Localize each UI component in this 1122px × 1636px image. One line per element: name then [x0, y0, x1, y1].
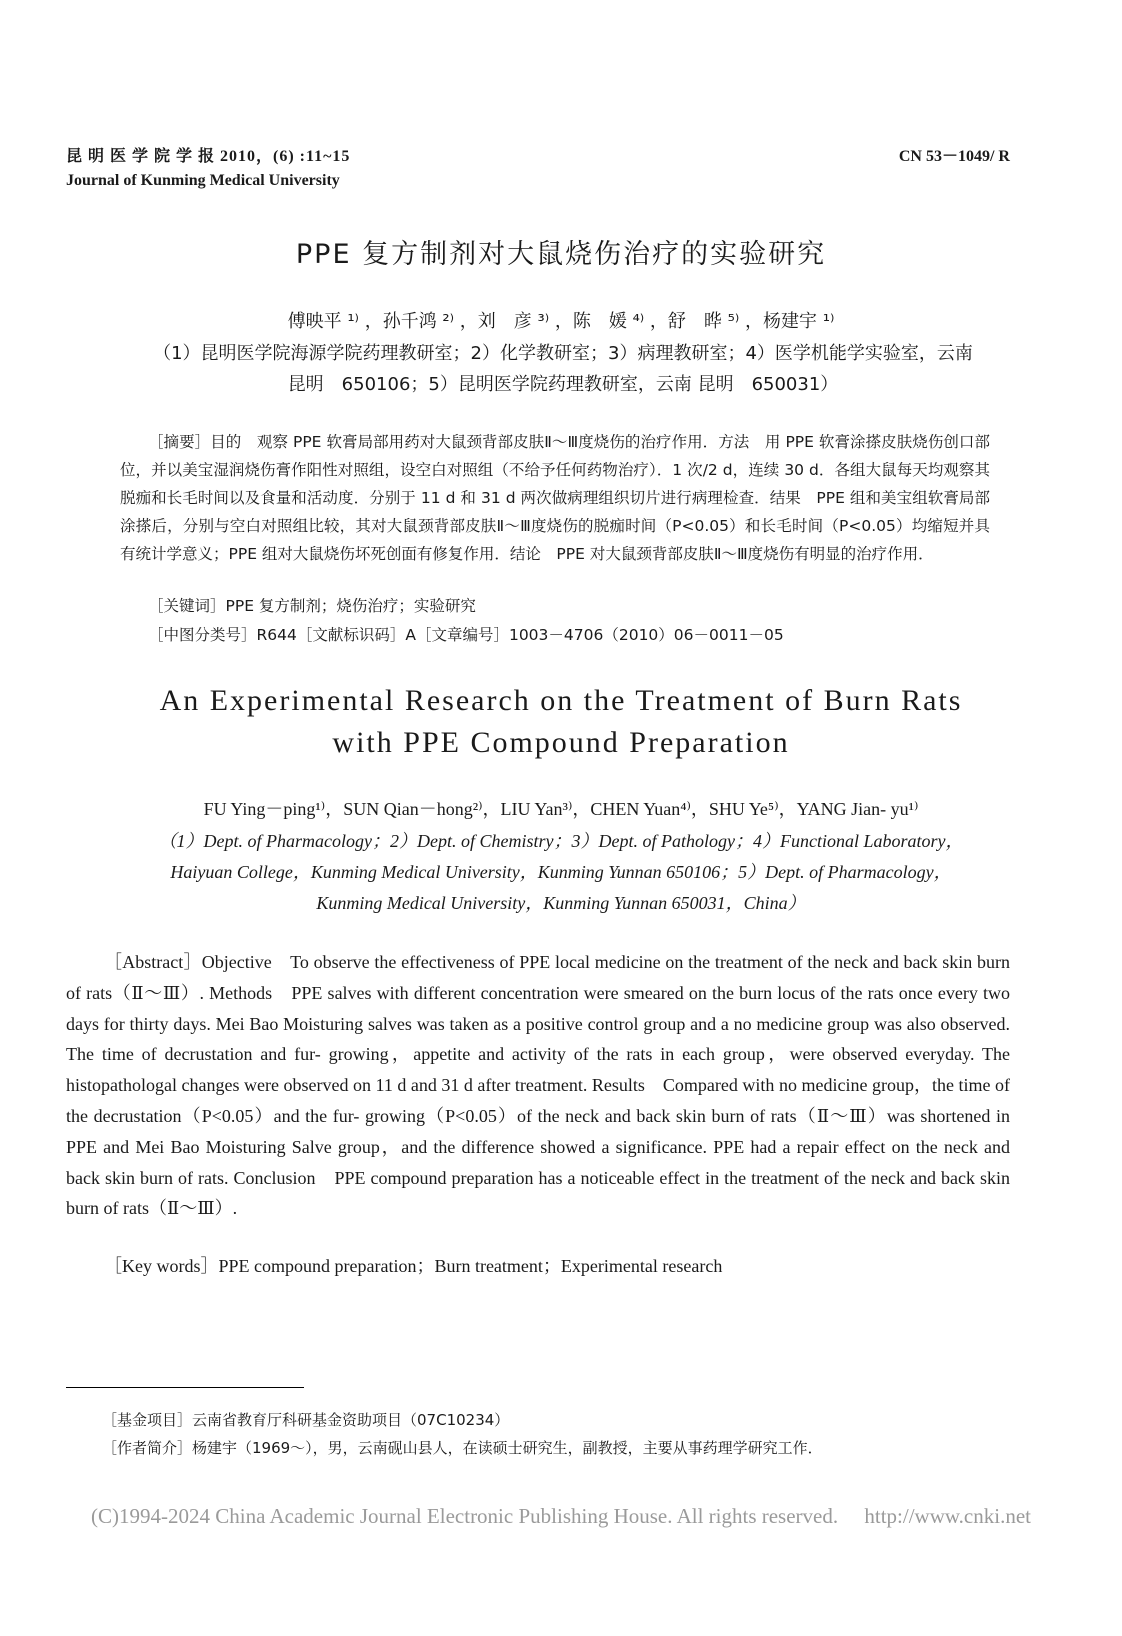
footnote-author-bio: ［作者简介］杨建宇（1969～），男，云南砚山县人，在读硕士研究生，副教授，主要从事药理学研究工作．: [102, 1439, 823, 1457]
cn-keywords: ［关键词］PPE 复方制剂；烧伤治疗；实验研究: [148, 597, 476, 615]
footnote-fund: ［基金项目］云南省教育厅科研基金资助项目（07C10234）: [102, 1411, 510, 1429]
en-affiliation-line: Kunming Medical University，Kunming Yunnan 650031，China）: [316, 893, 806, 913]
copyright-watermark: (C)1994-2024 China Academic Journal Electronic Publishing House. All rights reserved. http://www.cnki.net: [91, 1504, 1031, 1528]
en-affiliations: [60, 826, 1062, 919]
cn-authors: 傅映平 ¹⁾ ，孙千鸿 ²⁾ ，刘 彦 ³⁾ ，陈 媛 ⁴⁾ ，舒 晔 ⁵⁾ ，杨建宇 ¹⁾: [287, 311, 835, 332]
cn-title: PPE 复方制剂对大鼠烧伤治疗的实验研究: [295, 239, 827, 270]
journal-citation-cn: 昆 明 医 学 院 学 报 2010，(6) :11~15: [66, 148, 351, 165]
en-keywords: ［Key words］PPE compound preparation；Burn treatment；Experimental research: [104, 1256, 723, 1276]
journal-name-en: Journal of Kunming Medical University: [66, 172, 340, 189]
cn-abstract: [120, 428, 990, 568]
cn-affiliation-line: （1）昆明医学院海源学院药理教研室；2）化学教研室；3）病理教研室；4）医学机能学实验室，云南: [153, 343, 973, 364]
cn-affiliation-line: 昆明 650106；5）昆明医学院药理教研室，云南 昆明 650031）: [287, 374, 839, 395]
en-title: [0, 680, 1122, 764]
cn-abstract-text: ［摘要］目的 观察 PPE 软膏局部用药对大鼠颈背部皮肤Ⅱ～Ⅲ度烧伤的治疗作用．方法 用 PPE 软膏涂搽皮肤烧伤创口部位，并以美宝湿润烧伤膏作阳性对照组，设空白对照组（不给予任何药物治疗）．1 次/2 d，连续 30 d．各组大鼠每天均观察其脱痂和长毛时间以及食量和活动度．分别于 11 d 和 31 d 两次做病理组织切片进行病理检查．结果 PPE 组和美宝组软膏局部涂搽后，分别与空白对照组比较，其对大鼠颈背部皮肤Ⅱ～Ⅲ度烧伤的脱痂时间（P<0.05）和长毛时间（P<0.05）均缩短并具有统计学意义；PPE 组对大鼠烧伤坏死创面有修复作用．结论 PPE 对大鼠颈背部皮肤Ⅱ～Ⅲ度烧伤有明显的治疗作用．: [120, 433, 990, 563]
en-authors: FU Ying－ping¹⁾，SUN Qian－hong²⁾，LIU Yan³⁾，CHEN Yuan⁴⁾，SHU Ye⁵⁾，YANG Jian- yu¹⁾: [203, 799, 919, 819]
en-abstract-text: ［Abstract］Objective To observe the effectiveness of PPE local medicine on the treatment of the neck and back skin burn of rats（Ⅱ～Ⅲ）. Methods PPE salves with different concentration were smeared on the burn locus of the rats once every two days for thirty days. Mei Bao Moisturing salves was taken as a positive control group and a no medicine group was also observed. The time of decrustation and fur- growing，appetite and activity of the rats in each group，were observed everyday. The histopathologal changes were observed on 11 d and 31 d after treatment. Results Compared with no medicine group，the time of the decrustation（P<0.05）and the fur- growing（P<0.05）of the neck and back skin burn of rats（Ⅱ～Ⅲ）was shortened in PPE and Mei Bao Moisturing Salve group，and the difference showed a significance. PPE had a repair effect on the neck and back skin burn of rats. Conclusion PPE compound preparation has a noticeable effect in the treatment of the neck and back skin burn of rats（Ⅱ～Ⅲ）.: [66, 952, 1010, 1219]
en-affiliation-line: （1）Dept. of Pharmacology；2）Dept. of Chemistry；3）Dept. of Pathology；4）Functional Laboratory，: [158, 831, 964, 851]
cn-affiliations: [68, 338, 1058, 400]
en-abstract: [66, 947, 1010, 1224]
cn-number: CN 53－1049/ R: [898, 148, 1010, 165]
en-title-line: An Experimental Research on the Treatment of Burn Rats: [159, 684, 963, 717]
footnote-divider: [66, 1387, 304, 1388]
en-affiliation-line: Haiyuan College，Kunming Medical University，Kunming Yunnan 650106；5）Dept. of Pharmacology，: [170, 862, 952, 882]
en-title-line: with PPE Compound Preparation: [332, 726, 790, 759]
cn-classification: ［中图分类号］R644［文献标识码］A［文章编号］1003－4706（2010）06－0011－05: [148, 626, 784, 644]
